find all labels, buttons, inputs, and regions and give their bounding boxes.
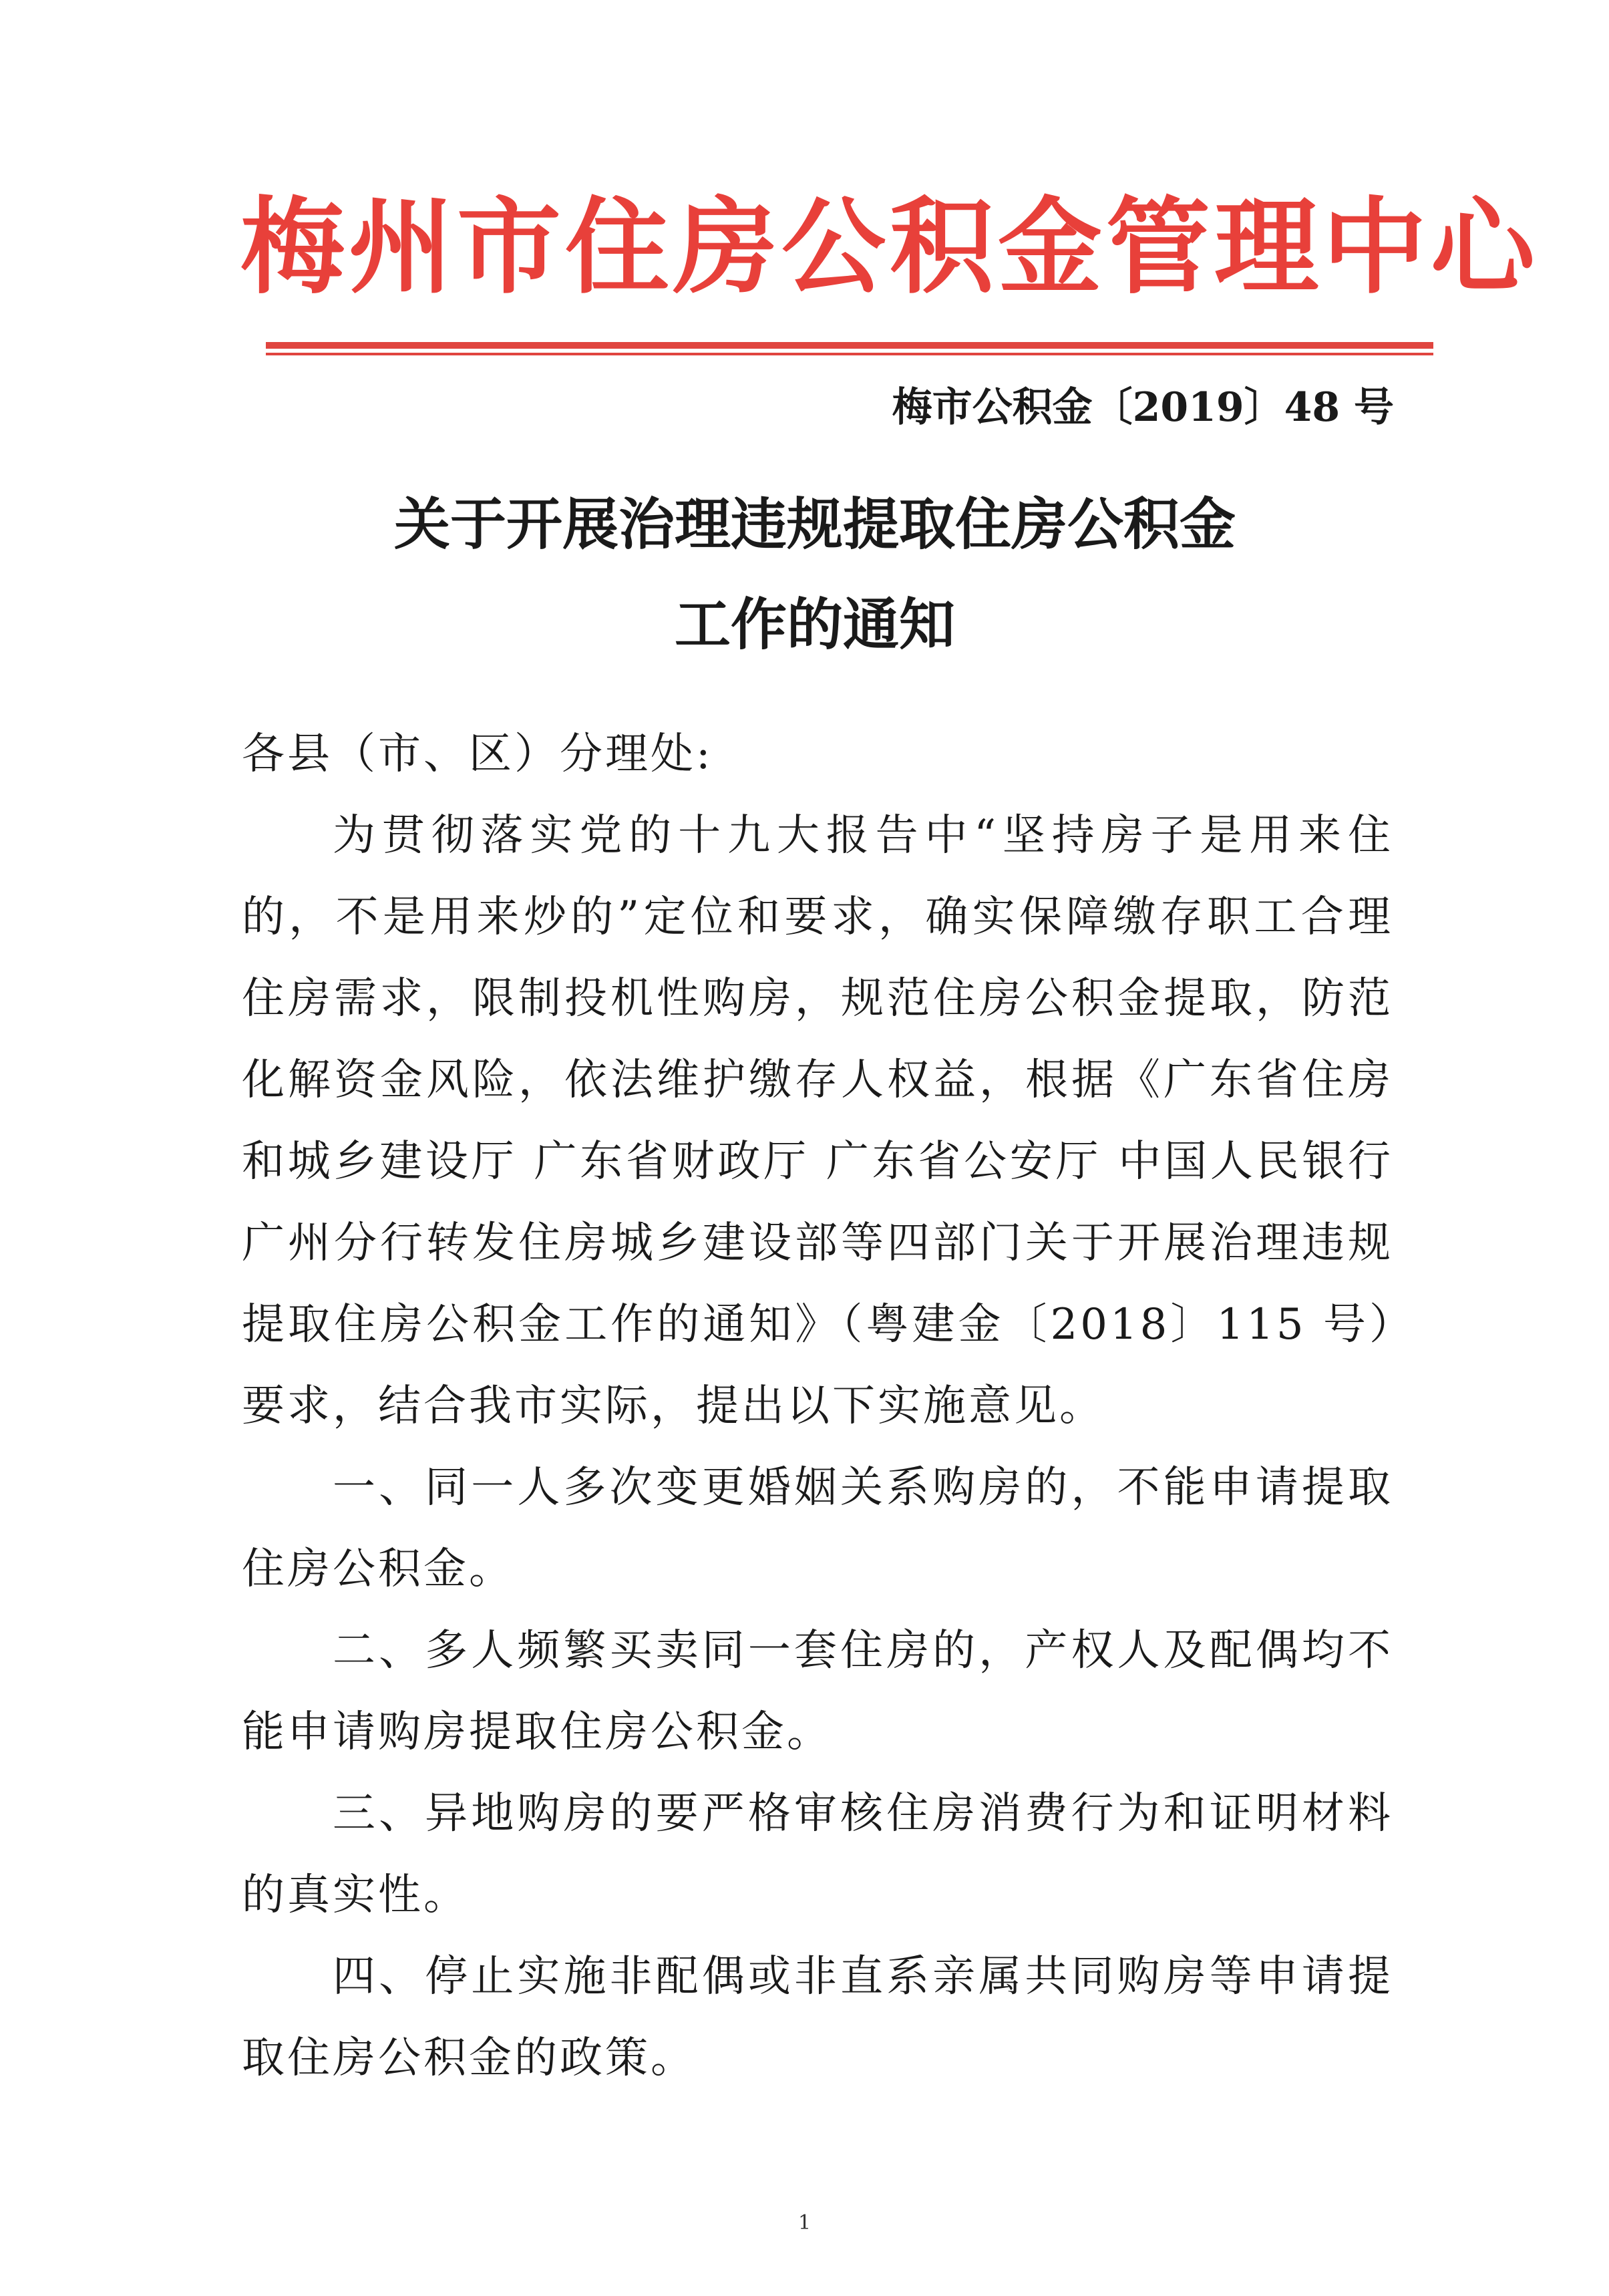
salutation: 各县（市、区）分理处: [242,729,713,779]
masthead-title: 梅州市住房公积金管理中心 [240,186,1539,308]
page-number: 1 [797,2211,812,2235]
document-number: 梅市公积金〔2019〕48 号 [892,384,1394,431]
masthead-rule-thick [266,342,1433,349]
title-line-2: 工作的通知 [674,592,955,657]
body-paragraph-item-2: 二、多人频繁买卖同一套住房的，产权人及配偶均不能申请购房提取住房公积金。 [242,1626,1393,1757]
body-paragraph-intro: 为贯彻落实党的十九大报告中“坚持房子是用来住的，不是用来炒的”定位和要求，确实保障缴存职工合理住房需求，限制投机性购房，规范住房公积金提取，防范化解资金风险，依法维护缴存人权益，根据《广东省住房和城乡建设厅 广东省财政厅 广东省公安厅 中国人民银行广州分行转发住房城乡建设部等四部门关于开展治理违规提取住房公积金工作的通知》（粤建金〔2018〕115 号）要求，结合我市实际，提出以下实施意见。 [242,811,1393,1431]
body-paragraph-item-4: 四、停止实施非配偶或非直系亲属共同购房等申请提取住房公积金的政策。 [242,1952,1393,2083]
body-paragraph-item-3: 三、异地购房的要严格审核住房消费行为和证明材料的真实性。 [242,1789,1393,1920]
body-paragraph-item-1: 一、同一人多次变更婚姻关系购房的，不能申请提取住房公积金。 [242,1463,1393,1594]
document-body [242,713,1393,2099]
title-line-1: 关于开展治理违规提取住房公积金 [393,492,1236,557]
masthead-rule-thin [266,353,1433,355]
document-title [240,474,1389,675]
